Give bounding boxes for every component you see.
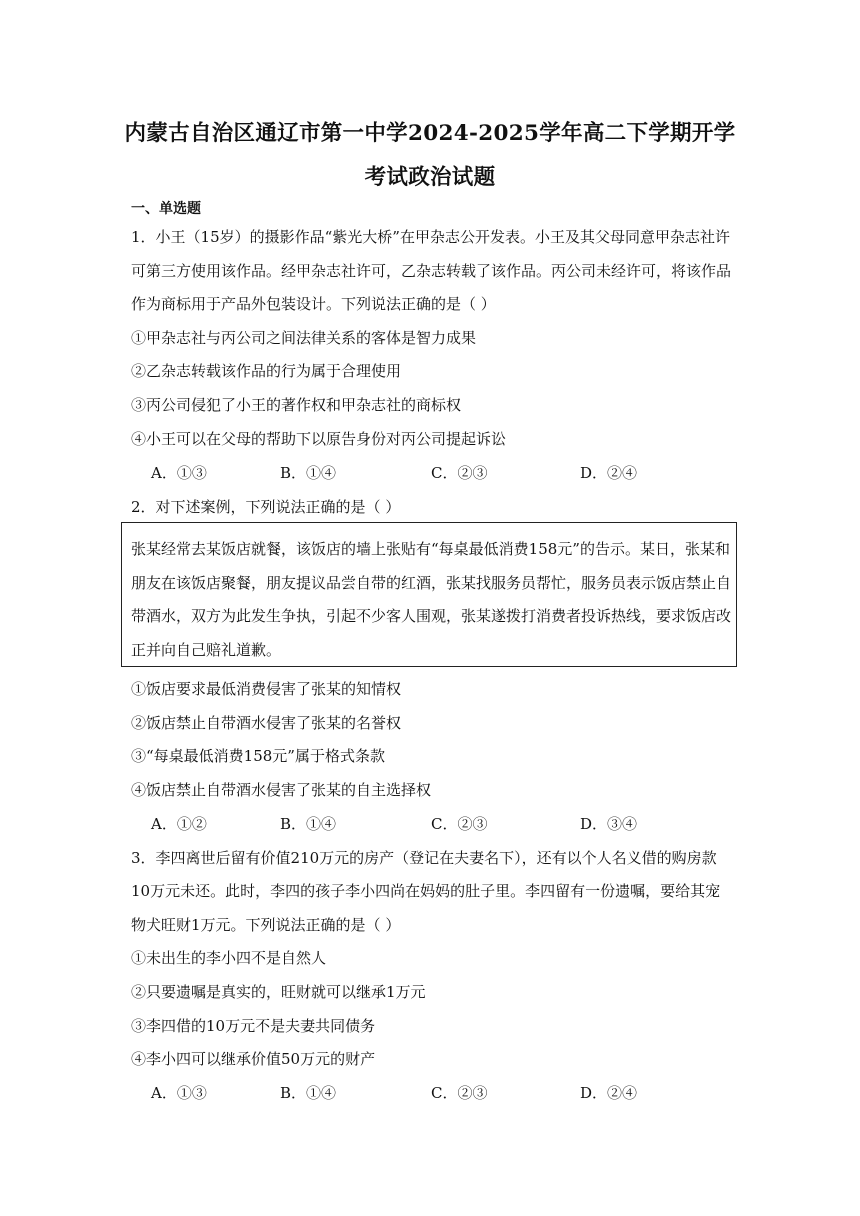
q3-statement-3: ③李四借的10万元不是夫妻共同债务 [131, 1017, 376, 1035]
q2-option-a: A．①② [151, 815, 207, 833]
q2-stem-line1: 2．对下述案例，下列说法正确的是（ ） [131, 498, 401, 516]
q2-case-line3: 带酒水，双方为此发生争执，引起不少客人围观，张某遂拨打消费者投诉热线，要求饭店改 [131, 607, 732, 625]
q2-statement-2: ②饭店禁止自带酒水侵害了张某的名誉权 [131, 714, 402, 732]
section-heading: 一、单选题 [131, 201, 201, 217]
q1-statement-2: ②乙杂志转载该作品的行为属于合理使用 [131, 362, 402, 380]
q2-statement-1: ①饭店要求最低消费侵害了张某的知情权 [131, 680, 402, 698]
q1-option-c: C．②③ [431, 464, 488, 482]
q1-statement-4: ④小王可以在父母的帮助下以原告身份对丙公司提起诉讼 [131, 430, 507, 448]
q3-option-d: D．②④ [580, 1084, 638, 1102]
q1-statement-3: ③丙公司侵犯了小王的著作权和甲杂志社的商标权 [131, 396, 462, 414]
page-title-line2: 考试政治试题 [364, 165, 496, 190]
q1-stem-line1: 1．小王（15岁）的摄影作品“紫光大桥”在甲杂志公开发表。小王及其父母同意甲杂志社许 [131, 228, 730, 246]
q3-stem-line1: 3．李四离世后留有价值210万元的房产（登记在夫妻名下），还有以个人名义借的购房款 [131, 849, 717, 867]
q2-case-line2: 朋友在该饭店聚餐，朋友提议品尝自带的红酒，张某找服务员帮忙，服务员表示饭店禁止自 [131, 574, 732, 592]
q1-stem-line2: 可第三方使用该作品。经甲杂志社许可，乙杂志转载了该作品。丙公司未经许可，将该作品 [131, 262, 732, 280]
q1-option-b: B．①④ [280, 464, 337, 482]
q3-option-a: A．①③ [151, 1084, 207, 1102]
q2-statement-3: ③“每桌最低消费158元”属于格式条款 [131, 747, 385, 765]
q3-option-c: C．②③ [431, 1084, 488, 1102]
q3-stem-line3: 物犬旺财1万元。下列说法正确的是（ ） [131, 916, 401, 934]
q1-option-a: A．①③ [151, 464, 207, 482]
q2-statement-4: ④饭店禁止自带酒水侵害了张某的自主选择权 [131, 781, 432, 799]
q2-option-c: C．②③ [431, 815, 488, 833]
q3-stem-line2: 10万元未还。此时，李四的孩子李小四尚在妈妈的肚子里。李四留有一份遗嘱，要给其宠 [131, 882, 721, 900]
q3-statement-2: ②只要遗嘱是真实的，旺财就可以继承1万元 [131, 983, 426, 1001]
q2-case-line4: 正并向自己赔礼道歉。 [131, 641, 282, 659]
q1-statement-1: ①甲杂志社与丙公司之间法律关系的客体是智力成果 [131, 329, 477, 347]
q1-option-d: D．②④ [580, 464, 638, 482]
q2-case-line1: 张某经常去某饭店就餐，该饭店的墙上张贴有“每桌最低消费158元”的告示。某日，张某和 [131, 540, 730, 558]
q2-option-d: D．③④ [580, 815, 638, 833]
page-title-line1: 内蒙古自治区通辽市第一中学2024-2025学年高二下学期开学 [124, 121, 736, 146]
q3-option-b: B．①④ [280, 1084, 337, 1102]
q3-statement-1: ①未出生的李小四不是自然人 [131, 949, 327, 967]
q2-option-b: B．①④ [280, 815, 337, 833]
q3-statement-4: ④李小四可以继承价值50万元的财产 [131, 1050, 376, 1068]
q1-stem-line3: 作为商标用于产品外包装设计。下列说法正确的是（ ） [131, 295, 496, 313]
